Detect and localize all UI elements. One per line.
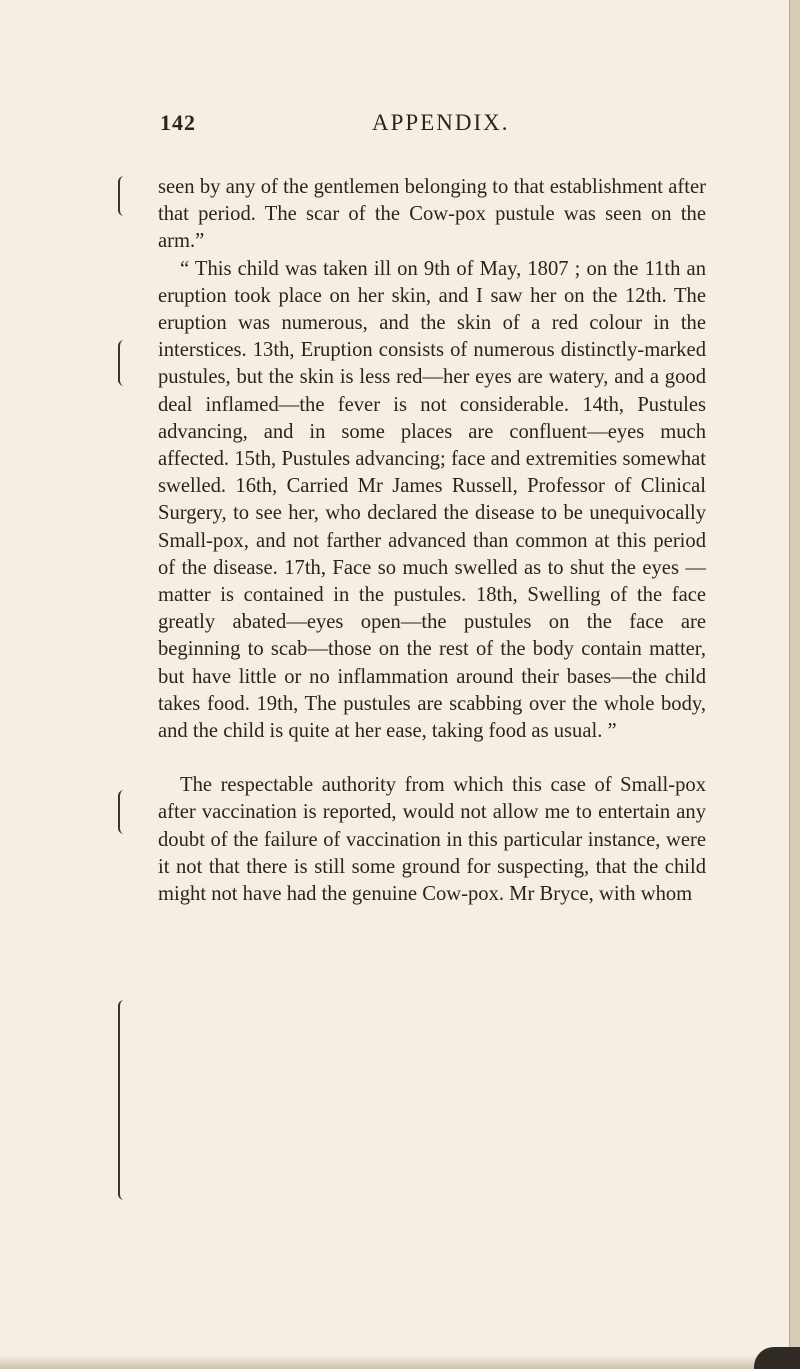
page-bottom-edge <box>0 1355 800 1369</box>
page-header <box>0 110 800 146</box>
running-head: APPENDIX. <box>372 110 510 135</box>
paragraph: “ This child was taken ill on 9th of May, 1807 ; on the 11th an eruption took place on her skin, and I saw her on the 12th. The eruption was numerous, and the skin of a red colour in the interstices. 13th, Eruption consists of numerous distinctly-marked pustules, but the skin is less red—her eyes are watery, and a good deal inflamed—the fever is not considerable. 14th, Pustules advancing, and in some places are confluent—eyes much affected. 15th, Pustules advancing; face and extremities somewhat swelled. 16th, Carried Mr James Russell, Professor of Clinical Surgery, to see her, who declared the disease to be unequivocally Small-pox, and not farther advanced than common at this period of the disease. 17th, Face so much swelled as to shut the eyes —matter is contained in the pustules. 18th, Swelling of the face greatly abated—eyes open—the pustules on the face are beginning to scab—those on the rest of the body contain matter, but have little or no inflammation around their bases—the child takes food. 19th, The pustules are scabbing over the whole body, and the child is quite at her ease, taking food as usual. ” <box>158 257 706 743</box>
margin-bracket <box>118 1000 124 1200</box>
page-edge <box>789 0 800 1369</box>
margin-bracket <box>118 340 124 386</box>
margin-bracket <box>118 176 124 216</box>
paragraph: The respectable authority from which this case of Small-pox after vaccination is reported, would not allow me to entertain any doubt of the failure of vaccination in this particular instance, were it not that there is still some ground for suspecting, that the child might not have had the genuine Cow-pox. Mr Bryce, with whom <box>158 774 706 906</box>
page-number: 142 <box>160 110 196 135</box>
margin-bracket <box>118 790 124 834</box>
paragraph: seen by any of the gentlemen belonging to that establishment after that period. The scar of the Cow-pox pustule was seen on the arm.” <box>158 176 706 253</box>
corner-stain <box>754 1347 800 1369</box>
body-text <box>158 174 706 908</box>
